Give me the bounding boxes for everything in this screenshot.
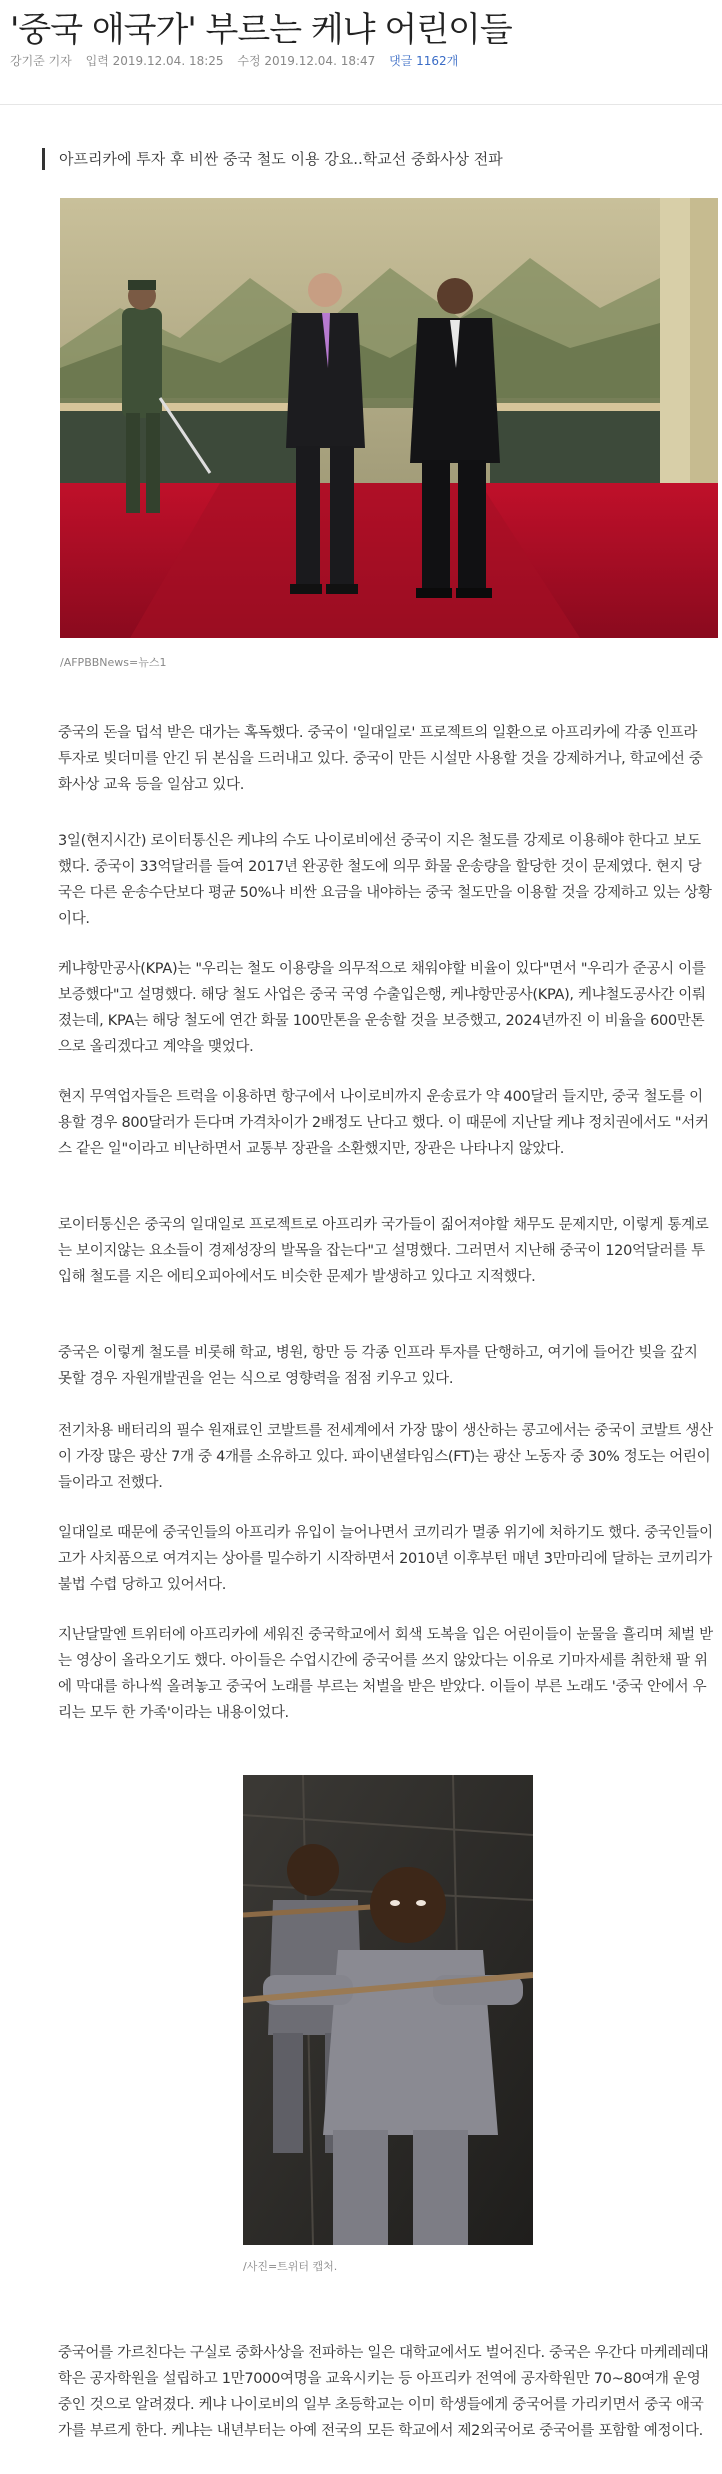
article-paragraph: 중국의 돈을 덥석 받은 대가는 혹독했다. 중국이 '일대일로' 프로젝트의 일환으로 아프리카에 각종 인프라 투자로 빚더미를 안긴 뒤 본심을 드러내고 있다. 중국이 만든 시설만 사용할 것을 강제하거나, 학교에선 중화사상 교육 등을 일삼고 있다. bbox=[58, 725, 703, 793]
reporter-name: 강기준 기자 bbox=[10, 54, 72, 68]
photo2-caption: /사진=트위터 캡처. bbox=[243, 2260, 338, 2273]
comments-link[interactable]: 댓글 1162개 bbox=[389, 54, 459, 68]
article-photo-children bbox=[243, 1775, 533, 2245]
article-meta bbox=[10, 52, 468, 69]
photo1-caption: /AFPBBNews=뉴스1 bbox=[60, 656, 167, 669]
article-photo-ceremony bbox=[60, 198, 718, 638]
header-divider bbox=[0, 104, 722, 105]
article-paragraph: 전기차용 배터리의 필수 원재료인 코발트를 전세계에서 가장 많이 생산하는 콩고에서는 중국이 코발트 생산이 가장 많은 광산 7개 중 4개를 소유하고 있다. 파이낸셜타임스(FT)는 광산 노동자 중 30% 정도는 어린이들이라고 전했다. bbox=[58, 1423, 713, 1491]
article-paragraph: 일대일로 때문에 중국인들의 아프리카 유입이 늘어나면서 코끼리가 멸종 위기에 처하기도 했다. 중국인들이 고가 사치품으로 여겨지는 상아를 밀수하기 시작하면서 2010년 이후부턴 매년 3만마리에 달하는 코끼리가 불법 수렵 당하고 있어서다. bbox=[58, 1525, 713, 1593]
article-paragraph: 케냐항만공사(KPA)는 "우리는 철도 이용량을 의무적으로 채워야할 비율이 있다"면서 "우리가 준공시 이를 보증했다"고 설명했다. 해당 철도 사업은 중국 국영 수출입은행, 케냐항만공사(KPA), 케냐철도공사간 이뤄졌는데, KPA는 해당 철도에 연간 화물 100만톤을 운송할 것을 보증했고, 2024년까진 이 비율을 600만톤으로 올리겠다고 계약을 맺었다. bbox=[58, 961, 706, 1055]
modified-time: 수정 2019.12.04. 18:47 bbox=[237, 54, 376, 68]
article-subtitle: 아프리카에 투자 후 비싼 중국 철도 이용 강요..학교선 중화사상 전파 bbox=[42, 148, 699, 170]
article-paragraph: 중국어를 가르친다는 구실로 중화사상을 전파하는 일은 대학교에서도 벌어진다. 중국은 우간다 마케레레대학은 공자학원을 설립하고 1만7000여명을 교육시키는 등 아프리카 전역에 공자학원만 70~80여개 운영 중인 것으로 알려졌다. 케냐 나이로비의 일부 초등학교는 이미 학생들에게 중국어를 가리키면서 중국 애국가를 부르게 한다. 케냐는 내년부터는 아예 전국의 모든 학교에서 제2외국어로 중국어를 포함할 예정이다. bbox=[58, 2345, 709, 2439]
published-time: 입력 2019.12.04. 18:25 bbox=[85, 54, 224, 68]
article-headline: '중국 애국가' 부르는 케냐 어린이들 bbox=[10, 10, 512, 50]
article-paragraph: 로이터통신은 중국의 일대일로 프로젝트로 아프리카 국가들이 짊어져야할 채무도 문제지만, 이렇게 통계로는 보이지않는 요소들이 경제성장의 발목을 잡는다"고 설명했다. 그러면서 지난해 중국이 120억달러를 투입해 철도를 지은 에티오피아에서도 비슷한 문제가 발생하고 있다고 지적했다. bbox=[58, 1217, 709, 1285]
article-paragraph: 3일(현지시간) 로이터통신은 케냐의 수도 나이로비에선 중국이 지은 철도를 강제로 이용해야 한다고 보도했다. 중국이 33억달러를 들여 2017년 완공한 철도에 의무 화물 운송량을 할당한 것이 문제였다. 현지 당국은 다른 운송수단보다 평균 50%나 비싼 요금을 내야하는 중국 철도만을 이용할 것을 강제하고 있는 상황이다. bbox=[58, 833, 712, 927]
article-paragraph: 중국은 이렇게 철도를 비롯해 학교, 병원, 항만 등 각종 인프라 투자를 단행하고, 여기에 들어간 빚을 갚지 못할 경우 자원개발권을 얻는 식으로 영향력을 점점 키우고 있다. bbox=[58, 1345, 698, 1387]
article-paragraph: 현지 무역업자들은 트럭을 이용하면 항구에서 나이로비까지 운송료가 약 400달러 들지만, 중국 철도를 이용할 경우 800달러가 든다며 가격차이가 2배정도 난다고 했다. 이 때문에 지난달 케냐 정치권에서도 "서커스 같은 일"이라고 비난하면서 교통부 장관을 소환했지만, 장관은 나타나지 않았다. bbox=[58, 1089, 709, 1157]
article-paragraph: 지난달말엔 트위터에 아프리카에 세워진 중국학교에서 회색 도복을 입은 어린이들이 눈물을 흘리며 체벌 받는 영상이 올라오기도 했다. 아이들은 수업시간에 중국어를 쓰지 않았다는 이유로 기마자세를 취한채 팔 위에 막대를 하나씩 올려놓고 중국어 노래를 부르는 처벌을 받은 받았다. 이들이 부른 노래도 '중국 안에서 우리는 모두 한 가족'이라는 내용이었다. bbox=[58, 1627, 713, 1721]
